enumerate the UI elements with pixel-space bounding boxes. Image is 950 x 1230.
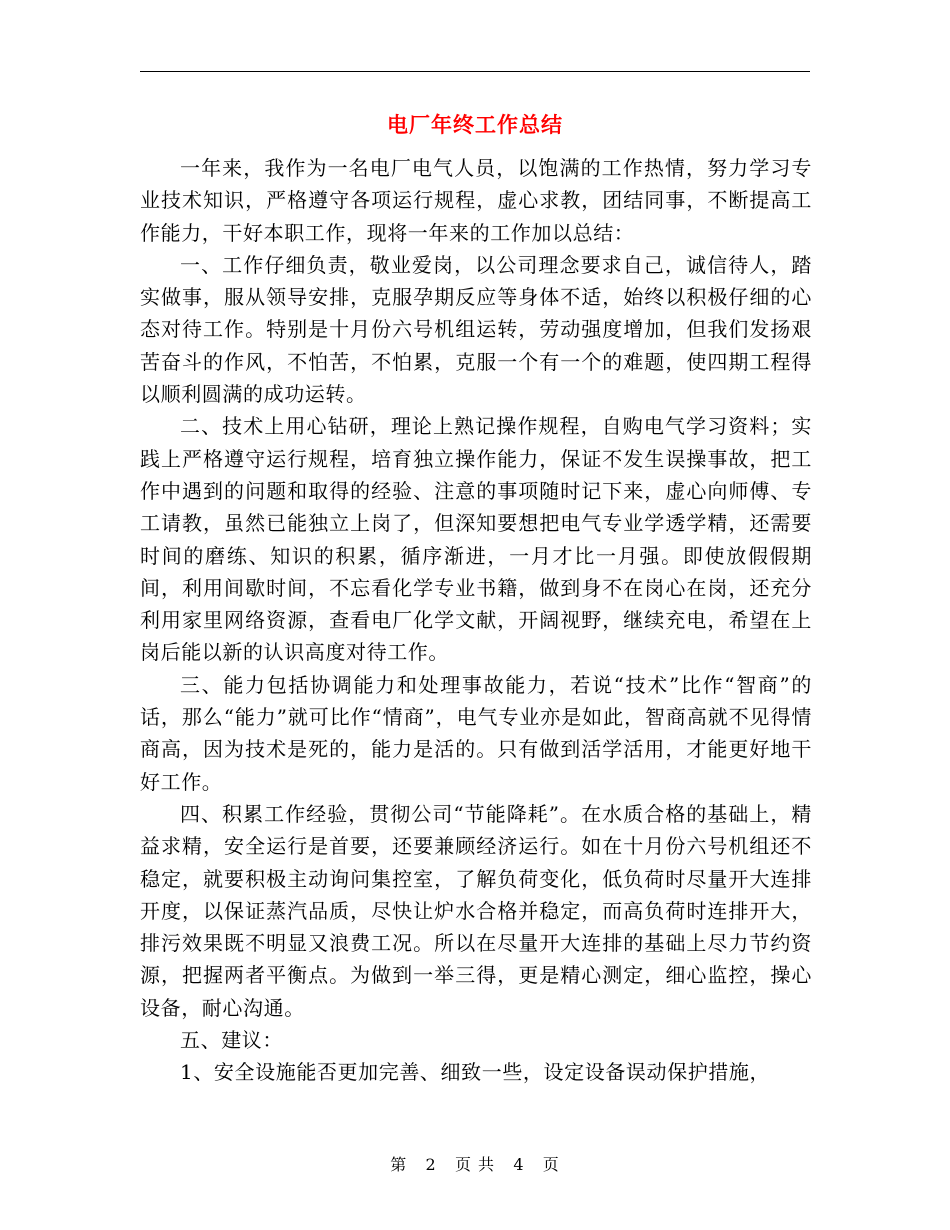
- paragraph-section-5-heading: 五、建议：: [180, 1028, 283, 1053]
- header-rule: [140, 71, 810, 72]
- paragraph-intro: 一年来，我作为一名电厂电气人员，以饱满的工作热情，努力学习专业技术知识，严格遵守各项运行规程，虚心求教，团结同事，不断提高工作能力，干好本职工作，现将一年来的工作加以总结：: [140, 156, 812, 245]
- paragraph-suggestion-1: 1、安全设施能否更加完善、细致一些，设定设备误动保护措施，: [180, 1060, 771, 1085]
- page-label-prefix: 第: [390, 1155, 408, 1174]
- paragraph-section-3: 三、能力包括协调能力和处理事故能力，若说“技术”比作“智商”的话，那么“能力”就可比作“情商”，电气专业亦是如此，智商高就不见得情商高，因为技术是死的，能力是活的。只有做到活学活用，才能更好地干好工作。: [140, 672, 812, 794]
- page-label-suffix: 页: [542, 1155, 560, 1174]
- page-label-mid: 页 共: [454, 1155, 496, 1174]
- document-body: [140, 152, 812, 1089]
- current-page-number: 2: [425, 1155, 437, 1174]
- paragraph-section-1: 一、工作仔细负责，敬业爱岗，以公司理念要求自己，诚信待人，踏实做事，服从领导安排，克服孕期反应等身体不适，始终以积极仔细的心态对待工作。特别是十月份六号机组运转，劳动强度增加，但我们发扬艰苦奋斗的作风，不怕苦，不怕累，克服一个有一个的难题，使四期工程得以顺利圆满的成功运转。: [140, 252, 812, 407]
- paragraph-section-2: 二、技术上用心钻研，理论上熟记操作规程，自购电气学习资料；实践上严格遵守运行规程，培育独立操作能力，保证不发生误操事故，把工作中遇到的问题和取得的经验、注意的事项随时记下来，虚心向师傅、专工请教，虽然已能独立上岗了，但深知要想把电气专业学透学精，还需要时间的磨练、知识的积累，循序渐进，一月才比一月强。即使放假假期间，利用间歇时间，不忘看化学专业书籍，做到身不在岗心在岗，还充分利用家里网络资源，查看电厂化学文献，开阔视野，继续充电，希望在上岗后能以新的认识高度对待工作。: [140, 414, 812, 665]
- document-title: 电厂年终工作总结: [387, 112, 563, 137]
- paragraph-section-4: 四、积累工作经验，贯彻公司“节能降耗”。在水质合格的基础上，精益求精，安全运行是首要，还要兼顾经济运行。如在十月份六号机组还不稳定，就要积极主动询问集控室，了解负荷变化，低负荷时尽量开大连排开度，以保证蒸汽品质，尽快让炉水合格并稳定，而高负荷时连排开大，排污效果既不明显又浪费工况。所以在尽量开大连排的基础上尽力节约资源，把握两者平衡点。为做到一举三得，更是精心测定，细心监控，操心设备，耐心沟通。: [140, 801, 812, 1020]
- total-pages-number: 4: [513, 1155, 525, 1174]
- page-footer: [140, 1153, 810, 1177]
